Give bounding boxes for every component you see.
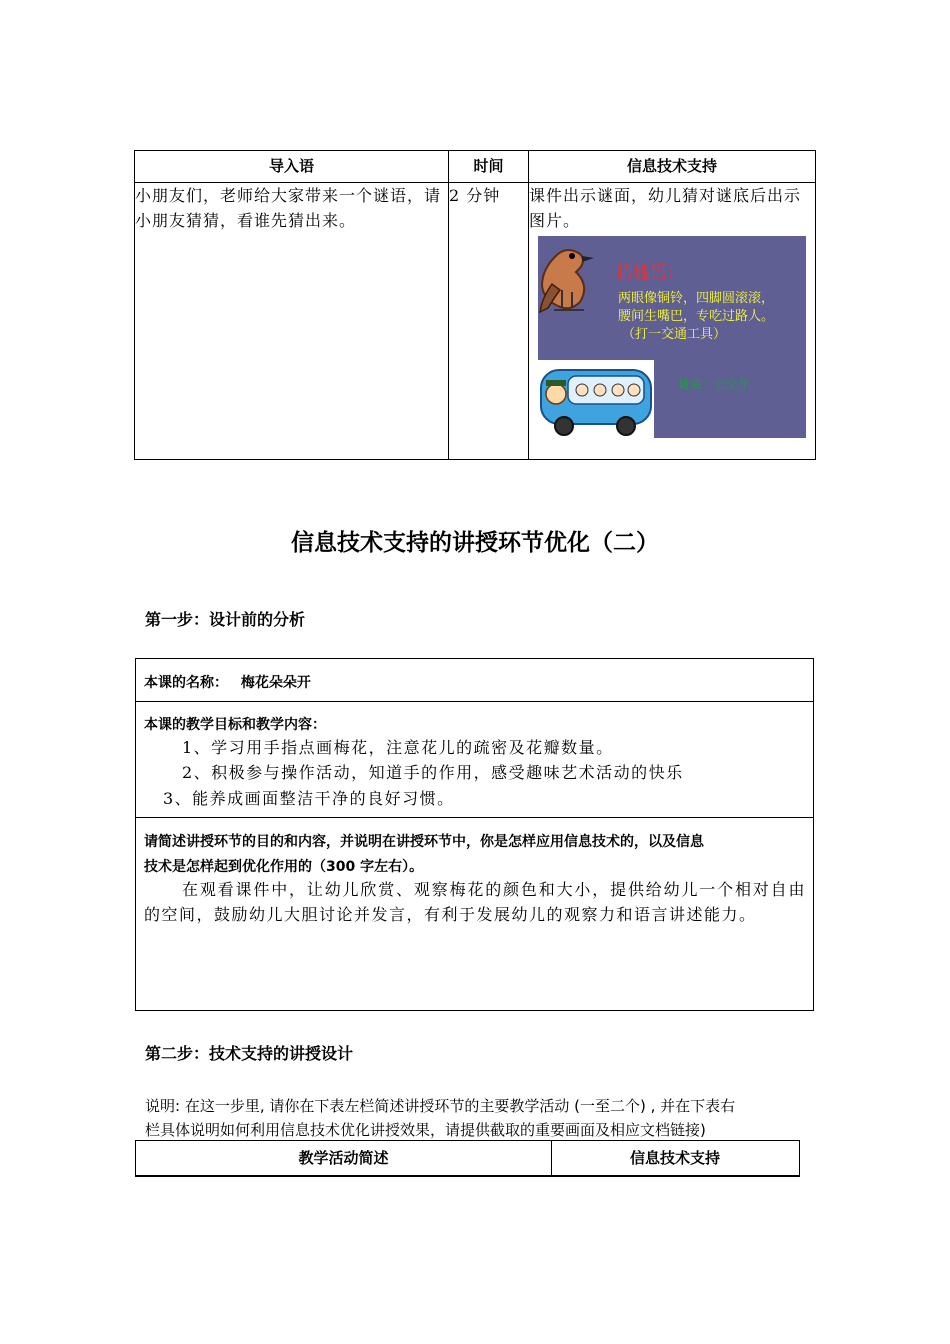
riddle-line: 两眼像铜铃，四脚圆滚滚， [618,291,775,306]
header-activity: 教学活动简述 [136,1141,552,1175]
slide-title: 猜谜语： [616,263,684,283]
section-title: 信息技术支持的讲授环节优化（二） [291,530,659,556]
intro-text: 小朋友们，老师给大家带来一个谜语，请小朋友猜猜，看谁先猜出来。 [135,183,449,460]
course-name-box [135,658,814,702]
time-text: 2 分钟 [449,183,529,460]
header-intro: 导入语 [135,151,449,183]
course-name-row [144,672,311,692]
slide-riddle [618,290,774,344]
goals-box [135,701,814,818]
step2-note: 栏具体说明如何利用信息技术优化讲授效果，请提供截取的重要画面及相应文档链接) [145,1121,706,1139]
explanation-text: 在观看课件中，让幼儿欣赏、观察梅花的颜色和大小，提供给幼儿一个相对自由的空间，鼓励幼儿大胆讨论并发言，有利于发展幼儿的观察力和语言讲述能力。 [144,880,806,924]
header-support: 信息技术支持 [529,151,816,183]
slide-answer: 谜底：公交车 [678,377,751,391]
riddle-line: 腰间生嘴巴，专吃过路人。 [618,309,775,324]
riddle-line: （打一交通工具） [622,327,727,342]
support-text: 课件出示谜面，幼儿猜对谜底后出示图片。 [529,183,816,460]
design-table-header [135,1140,800,1177]
bus-icon [538,360,654,438]
question-line: 请简述讲授环节的目的和内容，并说明在讲授环节中，你是怎样应用信息技术的，以及信息 [144,834,704,850]
goal-item: 3、能养成画面整洁干净的良好习惯。 [163,789,455,808]
explanation-box [135,817,814,1011]
header-time: 时间 [449,151,529,183]
header-tech: 信息技术支持 [629,1149,720,1167]
goal-item: 2、积极参与操作活动，知道手的作用，感受趣味艺术活动的快乐 [182,763,684,782]
course-name: 梅花朵朵开 [240,675,311,691]
step2-note: 说明: 在这一步里, 请你在下表左栏简述讲授环节的主要教学活动 (一至二个) , 并在下表右 [145,1097,736,1115]
step2-heading: 第二步：技术支持的讲授设计 [145,1044,354,1063]
bird-icon [538,244,608,322]
goal-item: 1、学习用手指点画梅花，注意花儿的疏密及花瓣数量。 [182,738,614,757]
question-line: 技术是怎样起到优化作用的（300 字左右）。 [144,859,424,875]
step1-heading: 第一步：设计前的分析 [145,610,306,629]
course-label: 本课的名称： [144,675,228,691]
bus-picture [538,360,654,438]
goals-label: 本课的教学目标和教学内容： [144,717,326,733]
riddle-slide [538,236,806,438]
